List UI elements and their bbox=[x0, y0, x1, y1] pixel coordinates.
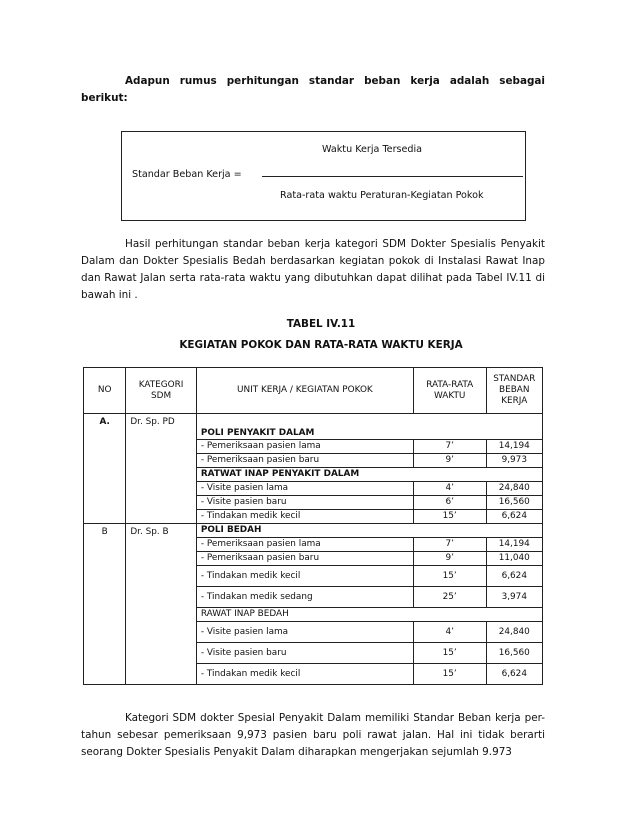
hasil-paragraph bbox=[81, 236, 545, 304]
standar-cell: 16,560 bbox=[486, 496, 542, 510]
row-no: A. bbox=[84, 414, 126, 524]
standar-cell: 6,624 bbox=[486, 566, 542, 587]
header-waktu: RATA-RATA WAKTU bbox=[413, 368, 486, 414]
waktu-cell: 15’ bbox=[413, 566, 486, 587]
formula-numerator: Waktu Kerja Tersedia bbox=[322, 144, 423, 155]
header-no: NO bbox=[84, 368, 126, 414]
section-title: RATWAT INAP PENYAKIT DALAM bbox=[196, 468, 542, 482]
row-kategori: Dr. Sp. PD bbox=[126, 414, 197, 524]
waktu-cell: 15’ bbox=[413, 510, 486, 524]
waktu-cell: 15’ bbox=[413, 664, 486, 685]
standar-cell: 16,560 bbox=[486, 643, 542, 664]
standar-cell: 24,840 bbox=[486, 622, 542, 643]
activity-cell: - Visite pasien baru bbox=[196, 643, 413, 664]
activity-cell: - Pemeriksaan pasien lama bbox=[196, 538, 413, 552]
standar-cell: 14,194 bbox=[486, 440, 542, 454]
section-title-row bbox=[84, 524, 543, 538]
waktu-cell: 4’ bbox=[413, 622, 486, 643]
table-subtitle: KEGIATAN POKOK DAN RATA-RATA WAKTU KERJA bbox=[179, 339, 463, 351]
standar-cell: 3,974 bbox=[486, 587, 542, 608]
waktu-cell: 9’ bbox=[413, 552, 486, 566]
intro-paragraph bbox=[81, 73, 545, 107]
waktu-cell: 6’ bbox=[413, 496, 486, 510]
intro-text: Adapun rumus perhitungan standar beban kerja adalah sebagai berikut: bbox=[81, 75, 545, 104]
standar-cell: 14,194 bbox=[486, 538, 542, 552]
section-title: POLI BEDAH bbox=[196, 524, 542, 538]
activity-cell: - Tindakan medik kecil bbox=[196, 566, 413, 587]
row-kategori: Dr. Sp. B bbox=[126, 524, 197, 685]
standar-cell: 6,624 bbox=[486, 510, 542, 524]
formula-box bbox=[121, 131, 526, 221]
kategori-text: Kategori SDM dokter Spesial Penyakit Dalam memiliki Standar Beban kerja per-tahun sebesar pemeriksaan 9,973 pasien baru poli rawat jalan. Hal ini tidak berarti seorang Dokter Spesialis Penyakit Dalam diharapkan mengerjakan sejumlah 9.973 bbox=[81, 712, 545, 758]
waktu-cell: 25’ bbox=[413, 587, 486, 608]
standar-cell: 9,973 bbox=[486, 454, 542, 468]
header-unit: UNIT KERJA / KEGIATAN POKOK bbox=[196, 368, 413, 414]
standar-cell: 11,040 bbox=[486, 552, 542, 566]
waktu-cell: 15’ bbox=[413, 643, 486, 664]
hasil-text: Hasil perhitungan standar beban kerja kategori SDM Dokter Spesialis Penyakit Dalam dan Dokter Spesialis Bedah berdasarkan kegiatan pokok di Instalasi Rawat Inap dan Rawat Jalan serta rata-rata waktu yang dibutuhkan dapat dilihat pada Tabel IV.11 di bawah ini . bbox=[81, 238, 545, 301]
header-kategori: KATEGORI SDM bbox=[126, 368, 197, 414]
formula-denominator: Rata-rata waktu Peraturan-Kegiatan Pokok bbox=[280, 190, 484, 201]
section-title-row bbox=[84, 414, 543, 440]
row-no: B bbox=[84, 524, 126, 685]
activity-cell: - Tindakan medik kecil bbox=[196, 510, 413, 524]
fraction-line bbox=[262, 176, 523, 177]
header-standar: STANDAR BEBAN KERJA bbox=[486, 368, 542, 414]
activity-cell: - Pemeriksaan pasien baru bbox=[196, 454, 413, 468]
activity-cell: - Pemeriksaan pasien lama bbox=[196, 440, 413, 454]
activity-table bbox=[83, 367, 543, 685]
activity-cell: - Tindakan medik sedang bbox=[196, 587, 413, 608]
formula-lhs: Standar Beban Kerja = bbox=[132, 169, 242, 180]
waktu-cell: 9’ bbox=[413, 454, 486, 468]
waktu-cell: 4’ bbox=[413, 482, 486, 496]
activity-cell: - Visite pasien lama bbox=[196, 482, 413, 496]
activity-cell: - Tindakan medik kecil bbox=[196, 664, 413, 685]
table-title: TABEL IV.11 bbox=[286, 318, 356, 330]
section-title: RAWAT INAP BEDAH bbox=[196, 608, 542, 622]
standar-cell: 6,624 bbox=[486, 664, 542, 685]
activity-cell: - Visite pasien lama bbox=[196, 622, 413, 643]
activity-cell: - Pemeriksaan pasien baru bbox=[196, 552, 413, 566]
table-header-row bbox=[84, 368, 543, 414]
standar-cell: 24,840 bbox=[486, 482, 542, 496]
waktu-cell: 7’ bbox=[413, 440, 486, 454]
kategori-paragraph bbox=[81, 710, 545, 761]
section-title: POLI PENYAKIT DALAM bbox=[196, 414, 542, 440]
activity-cell: - Visite pasien baru bbox=[196, 496, 413, 510]
waktu-cell: 7’ bbox=[413, 538, 486, 552]
